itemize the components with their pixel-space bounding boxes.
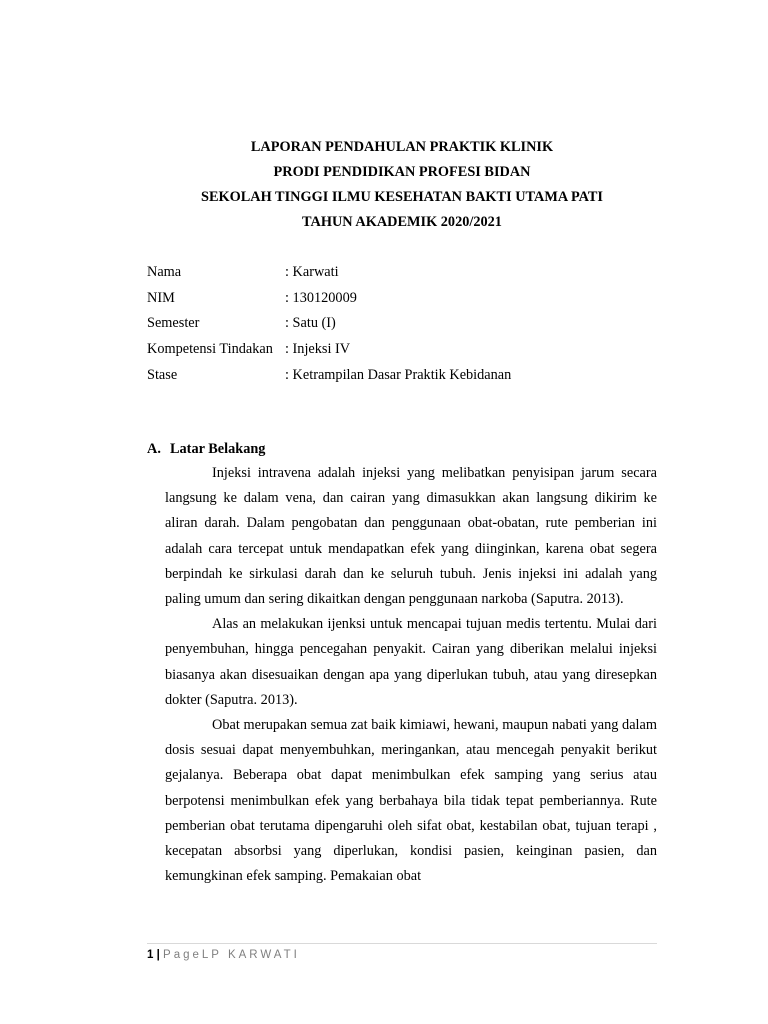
- section-body: [165, 461, 657, 889]
- header-program-line: PRODI PENDIDIKAN PROFESI BIDAN: [273, 164, 531, 180]
- footer-divider: [147, 943, 657, 944]
- section-heading: [147, 437, 265, 462]
- info-label: Kompetensi Tindakan: [147, 341, 273, 358]
- info-label: Semester: [147, 315, 200, 332]
- header-academic-year-line: TAHUN AKADEMIK 2020/2021: [302, 214, 502, 230]
- header-institution-line: SEKOLAH TINGGI ILMU KESEHATAN BAKTI UTAMA PATI: [201, 189, 603, 205]
- info-label: NIM: [147, 289, 175, 306]
- section-letter: A.: [147, 441, 161, 457]
- paragraph: Alas an melakukan ijenksi untuk mencapai tujuan medis tertentu. Mulai dari penyembuhan, hingga pencegahan penyakit. Cairan yang diberikan melalui injeksi biasanya akan disesuaikan dengan apa yang diperlukan tubuh, atau yang diresepkan dokter (Saputra. 2013).: [165, 616, 657, 708]
- paragraph: Injeksi intravena adalah injeksi yang melibatkan penyisipan jarum secara langsung ke dalam vena, dan cairan yang dimasukkan akan langsung dikirim ke aliran darah. Dalam pengobatan dan penggunaan obat-obatan, rute pemberian ini adalah cara tercepat untuk mendapatkan efek yang diinginkan, karena obat segera berpindah ke sirkulasi darah dan ke seluruh tubuh. Jenis injeksi ini adalah yang paling umum dan sering dikaitkan dengan penggunaan narkoba (Saputra. 2013).: [165, 465, 657, 608]
- footer-title: LP KARWATI: [201, 949, 300, 961]
- paragraph: Obat merupakan semua zat baik kimiawi, hewani, maupun nabati yang dalam dosis sesuai dapat menyembuhkan, meringankan, atau mencegah penyakit berikut gejalanya. Beberapa obat dapat menimbulkan efek samping yang serius atau berpotensi menimbulkan efek yang berbahaya bila tidak tepat pemberiannya. Rute pemberian obat terutama dipengaruhi oleh sifat obat, kestabilan obat, tujuan terapi , kecepatan absorbsi yang diperlukan, kondisi pasien, keinginan pasien, dan kemungkinan efek samping. Pemakaian obat: [165, 717, 657, 885]
- page-label: Page: [163, 949, 202, 961]
- info-value: : Karwati: [285, 264, 339, 280]
- page-number: 1: [147, 949, 154, 961]
- info-value: : Injeksi IV: [285, 341, 351, 358]
- page-footer: [147, 947, 300, 963]
- info-value: : Satu (I): [285, 315, 336, 332]
- info-value: : 130120009: [285, 289, 357, 306]
- info-value: : Ketrampilan Dasar Praktik Kebidanan: [285, 366, 512, 383]
- footer-separator: |: [156, 949, 160, 961]
- header-title-line: LAPORAN PENDAHULAN PRAKTIK KLINIK: [250, 139, 554, 155]
- info-label: Stase: [147, 366, 178, 383]
- document-header: [147, 135, 657, 235]
- section-title: Latar Belakang: [170, 441, 266, 457]
- info-label: Nama: [147, 264, 182, 280]
